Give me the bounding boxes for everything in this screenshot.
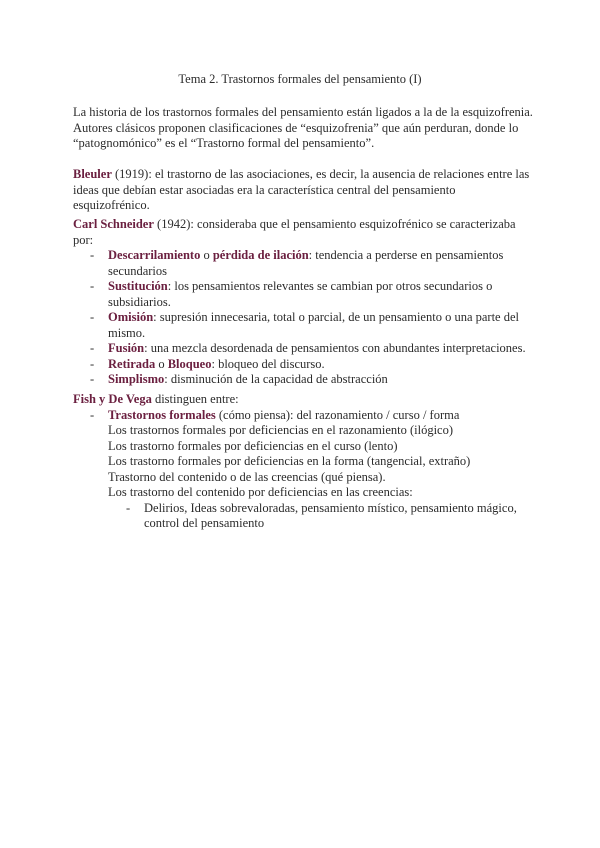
list-item: [73, 248, 533, 279]
list-line: Los trastorno formales por deficiencias en la forma (tangencial, extraño): [108, 454, 471, 468]
page-title: Tema 2. Trastornos formales del pensamiento (I): [178, 72, 422, 86]
list-item: [73, 357, 533, 373]
fish-heading: [73, 392, 533, 408]
sub-list-item: [73, 501, 533, 532]
item-desc: : una mezcla desordenada de pensamientos con abundantes interpretaciones.: [144, 341, 526, 355]
list-item: [73, 279, 533, 310]
list-item: [73, 408, 533, 424]
fish-section: [73, 392, 533, 532]
bullet-dash: -: [90, 372, 95, 386]
list-line: Los trastorno formales por deficiencias en el curso (lento): [108, 438, 398, 453]
bullet-dash: -: [90, 279, 95, 293]
item-desc: : supresión innecesaria, total o parcial, de un pensamiento o una parte del mismo.: [108, 310, 520, 340]
fish-text: distinguen entre:: [151, 392, 239, 406]
intro-paragraph: La historia de los trastornos formales del pensamiento están ligados a la de la esquizofrenia. Autores clásicos proponen clasificaciones de “esquizofrenia” que aún perduran, donde lo “patognomónico” es el “Trastorno formal del pensamiento”.: [73, 105, 533, 150]
bullet-dash: -: [90, 407, 95, 422]
schneider-text: (1942): consideraba que el pensamiento esquizofrénico se caracterizaba por:: [73, 217, 516, 247]
item-term: Simplismo: [108, 372, 165, 386]
item-join: o: [155, 356, 168, 371]
list-line: Trastorno del contenido o de las creencias (qué piensa).: [108, 469, 386, 484]
bullet-dash: -: [90, 310, 95, 324]
fish-name: Fish y De Vega: [73, 392, 152, 406]
list-item: [73, 310, 533, 341]
item-term: Omisión: [108, 310, 154, 324]
item-desc: : disminución de la capacidad de abstracción: [164, 372, 388, 386]
item-desc: : bloqueo del discurso.: [211, 356, 325, 371]
bullet-dash: -: [90, 356, 95, 371]
schneider-name: Carl Schneider: [73, 217, 154, 231]
list-item: [73, 372, 533, 388]
schneider-section: [73, 217, 533, 388]
list-item: [73, 341, 533, 357]
item-desc: : los pensamientos relevantes se cambian por otros secundarios o subsidiarios.: [108, 279, 493, 309]
item-desc: (cómo piensa): del razonamiento / curso / forma: [215, 407, 460, 422]
sub-item-text: Delirios, Ideas sobrevaloradas, pensamiento místico, pensamiento mágico, control del pensamiento: [144, 500, 517, 530]
bleuler-name: Bleuler: [73, 167, 112, 181]
bullet-dash: -: [90, 341, 95, 355]
list-line: Los trastorno del contenido por deficiencias en las creencias:: [108, 485, 413, 499]
item-term: Descarrilamiento: [108, 248, 201, 262]
item-term: Retirada: [108, 356, 156, 371]
list-line: Los trastornos formales por deficiencias en el razonamiento (ilógico): [108, 423, 454, 437]
bleuler-text: (1919): el trastorno de las asociaciones, es decir, la ausencia de relaciones entre las ideas que debían estar asociadas era la característica central del pensamiento esquizofrénico.: [73, 167, 530, 212]
bullet-dash: -: [90, 248, 95, 262]
item-term: Fusión: [108, 341, 145, 355]
bleuler-paragraph: [73, 167, 533, 214]
schneider-heading: [73, 217, 533, 248]
item-join: o: [200, 248, 213, 262]
item-term-2: Bloqueo: [167, 356, 212, 371]
item-term: Trastornos formales: [108, 407, 216, 422]
item-term: Sustitución: [108, 279, 168, 293]
bullet-dash: -: [126, 500, 131, 515]
item-desc: : tendencia a perderse en pensamientos secundarios: [108, 248, 504, 278]
item-term-2: pérdida de ilación: [212, 248, 309, 262]
